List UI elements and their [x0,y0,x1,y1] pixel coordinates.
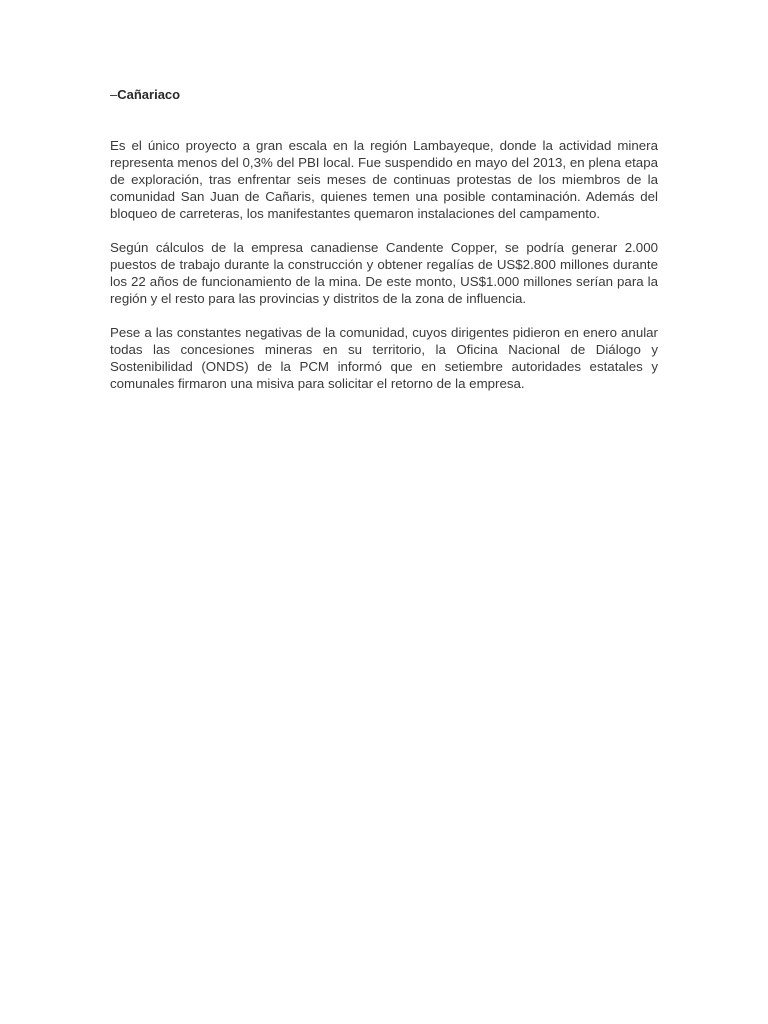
paragraph-1: Es el único proyecto a gran escala en la región Lambayeque, donde la actividad minera representa menos del 0,3% del PBI local. Fue suspendido en mayo del 2013, en plena etapa de exploración, tras enfrentar seis meses de continuas protestas de los miembros de la comunidad San Juan de Cañaris, quienes temen una posible contaminación. Además del bloqueo de carreteras, los manifestantes quemaron instalaciones del campamento. [110,138,658,221]
paragraph-3: Pese a las constantes negativas de la comunidad, cuyos dirigentes pidieron en enero anular todas las concesiones mineras en su territorio, la Oficina Nacional de Diálogo y Sostenibilidad (ONDS) de la PCM informó que en setiembre autoridades estatales y comunales firmaron una misiva para solicitar el retorno de la empresa. [110,325,658,391]
heading-dash: – [110,87,118,102]
document-page [110,86,658,409]
paragraph-2: Según cálculos de la empresa canadiense Candente Copper, se podría generar 2.000 puestos de trabajo durante la construcción y obtener regalías de US$2.800 millones durante los 22 años de funcionamiento de la mina. De este monto, US$1.000 millones serían para la región y el resto para las provincias y distritos de la zona de influencia. [110,240,658,306]
section-heading [110,86,658,103]
heading-title: Cañariaco [117,87,181,102]
